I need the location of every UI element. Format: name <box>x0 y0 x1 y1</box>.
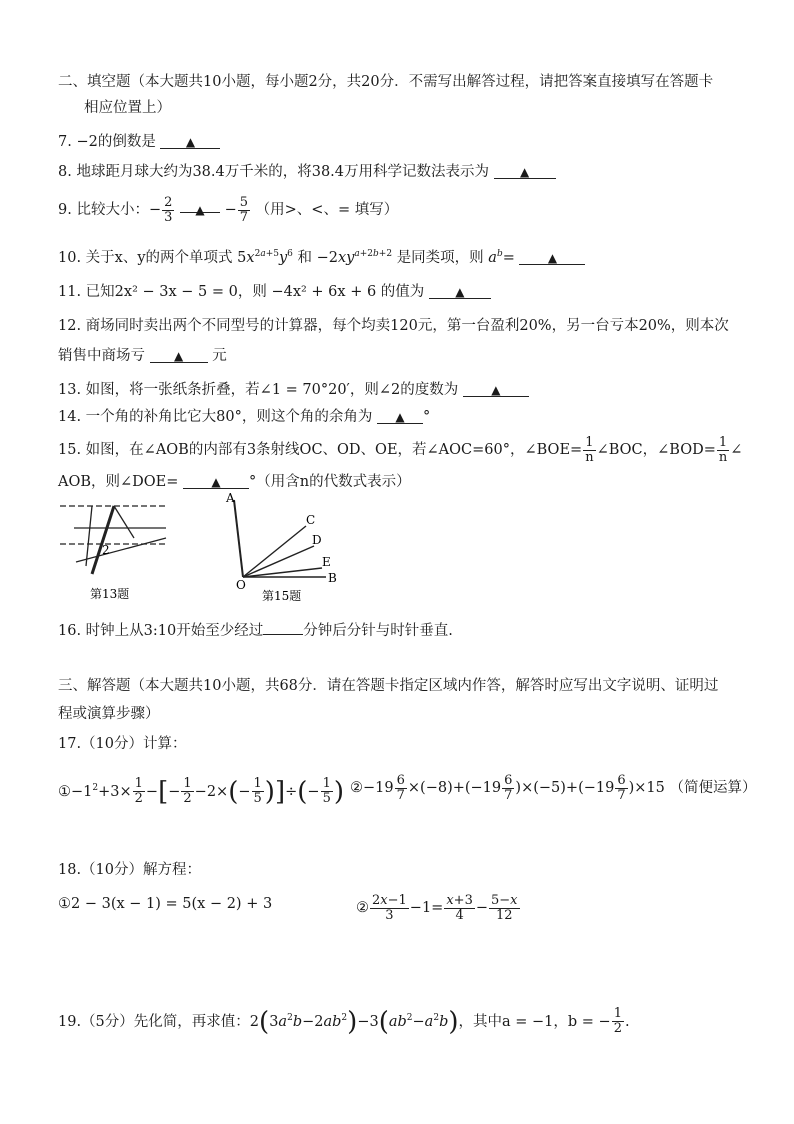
q10-monomial-1: $5x^{2a+5}y^6$ <box>237 249 293 266</box>
q15-fraction-2: $\frac{1}{n}$ <box>718 434 728 465</box>
q12-prefix: 销售中商场亏 <box>58 348 145 364</box>
section3-heading: 三、解答题（本大题共10小题，共68分．请在答题卡指定区域内作答，解答时应写出文字说明、证明过 <box>58 678 719 694</box>
blank-triangle-icon: ▲ <box>491 383 501 397</box>
q10-prefix: 10. 关于x、y的两个单项式 <box>58 249 233 266</box>
blank-triangle-icon: ▲ <box>395 410 405 424</box>
section2-heading: 二、填空题（本大题共10小题，每小题2分，共20分．不需写出解答过程，请把答案直接填写在答题卡 <box>58 74 714 90</box>
question-10 <box>58 244 585 268</box>
fig13-fold-line <box>114 506 134 538</box>
answer-blank[interactable] <box>429 282 491 299</box>
blank-triangle-icon: ▲ <box>185 135 196 149</box>
question-17-part-1: $①-1^2+3\times$ $\frac{1}{2}$ −[− $\frac{1}{2}$ −2×(− $\frac{1}{5}$ )]÷(− $\frac{1}{5}$ ) <box>58 776 345 807</box>
question-17-part-2: ②−19 $\frac{6}{7}$ ×(−8)+(−19 $\frac{6}{7}$ )×(−5)+(−19 $\frac{6}{7}$ )×15 （简便运算） <box>350 772 757 803</box>
q15-suffix: °（用含n的代数式表示） <box>249 474 411 490</box>
figure-15 <box>218 488 358 606</box>
q10-exponent: b <box>496 249 503 259</box>
answer-blank[interactable] <box>183 472 249 489</box>
q7-text: 7. −2的倒数是 <box>58 134 156 150</box>
question-12-line-1: 12. 商场同时卖出两个不同型号的计算器，每个均卖120元，第一台盈利20%，另一台亏本20%，则本次 <box>58 318 729 334</box>
question-15-line-1 <box>58 432 742 468</box>
q15-text: 15. 如图，在∠AOB的内部有3条射线OC、OD、OE，若∠AOC=60°，∠BOE= <box>58 442 583 458</box>
q8-text: 8. 地球距月球大约为38.4万千米的，将38.4万用科学记数法表示为 <box>58 164 490 180</box>
q15-prefix: AOB，则∠DOE= <box>58 474 179 490</box>
q19-prefix: 19.（5分）先化简，再求值： <box>58 1013 250 1030</box>
q19-where: ，其中 <box>458 1013 503 1030</box>
question-19: 19.（5分）先化简，再求值：$2(3a^2b-2ab^2)-3(ab^2-a^2b)$，其中a = −1，b = − $\frac{1}{2}$ . <box>58 1006 630 1037</box>
q9-fraction-1: $\frac{2}{3}$ <box>164 194 173 225</box>
label-b: B <box>328 571 337 585</box>
blank-triangle-icon: ▲ <box>455 285 465 299</box>
q15-angle-symbol: ∠ <box>730 442 743 458</box>
fig13-strip-edge <box>76 538 166 562</box>
question-16 <box>58 618 453 641</box>
answer-blank[interactable] <box>463 380 529 397</box>
q10-base: a <box>488 249 497 266</box>
q15-boc: ∠BOC，∠BOD= <box>596 442 716 458</box>
ray-oa <box>234 500 243 577</box>
q19-b-value: b = − <box>567 1013 611 1030</box>
answer-blank[interactable] <box>377 407 423 424</box>
blank-triangle-icon: ▲ <box>173 349 184 363</box>
question-9: 9. 比较大小：− $\frac{2}{3}$ ▲ − $\frac{5}{7}$ （用>、<、= 填写） <box>58 192 398 228</box>
label-a: A <box>226 491 235 505</box>
q19-expression: $2(3a^2b-2ab^2)-3(ab^2-a^2b)$ <box>249 1006 459 1037</box>
fig13-fold-line <box>86 506 92 566</box>
question-8 <box>58 162 556 182</box>
fig13-fold-line <box>92 506 114 574</box>
q19-a-value: a = −1， <box>502 1013 568 1030</box>
label-c: C <box>306 513 316 527</box>
q13-text: 13. 如图，将一张纸条折叠，若∠1 = 70°20′，则∠2的度数为 <box>58 382 459 398</box>
blank-triangle-icon: ▲ <box>195 203 205 217</box>
answer-blank[interactable] <box>519 248 585 265</box>
fig15-caption: 第15题 <box>262 589 302 603</box>
answer-blank[interactable] <box>150 346 208 363</box>
question-18-part-1: ①2 − 3(x − 1) = 5(x − 2) + 3 <box>58 896 273 912</box>
question-11 <box>58 282 491 302</box>
answer-blank[interactable] <box>160 132 220 149</box>
blank-triangle-icon: ▲ <box>211 475 221 489</box>
q11-text: 11. 已知2x² − 3x − 5 = 0，则 −4x² + 6x + 6 的值为 <box>58 284 425 300</box>
q9-suffix: （用>、<、= 填写） <box>255 202 399 218</box>
fig13-angle-label: 2 <box>102 543 110 557</box>
q17-note: （简便运算） <box>669 780 757 796</box>
section3-heading-cont: 程或演算步骤） <box>58 706 160 722</box>
q15-fraction-1: $\frac{1}{n}$ <box>585 434 594 465</box>
q10-monomial-2: $-2xy^{a+2b+2}$ <box>316 249 393 266</box>
question-18-title: 18.（10分）解方程： <box>58 862 202 878</box>
label-o: O <box>236 578 246 592</box>
q9-prefix: 9. 比较大小： <box>58 202 149 218</box>
question-13 <box>58 380 529 400</box>
q10-mid: 和 <box>297 249 313 266</box>
q16-suffix: 分钟后分针与时针垂直. <box>303 623 453 639</box>
q16-prefix: 16. 时钟上从3:10开始至少经过 <box>58 623 264 639</box>
label-e: E <box>322 555 331 569</box>
q14-suffix: ° <box>422 409 431 425</box>
q9-fraction-2: $\frac{5}{7}$ <box>239 194 249 225</box>
blank-triangle-icon: ▲ <box>520 165 530 179</box>
label-d: D <box>312 533 322 547</box>
question-12-line-2 <box>58 346 227 366</box>
q12-suffix: 元 <box>212 348 227 364</box>
answer-blank[interactable] <box>263 618 303 635</box>
figure-13 <box>56 498 176 606</box>
q14-text: 14. 一个角的补角比它大80°，则这个角的余角为 <box>58 409 373 425</box>
q10-equals: = <box>502 249 515 266</box>
section2-heading-cont: 相应位置上） <box>84 100 171 116</box>
fig13-caption: 第13题 <box>90 587 130 601</box>
ray-oc <box>243 526 306 577</box>
question-18-part-2: ② $\frac{2x-1}{3}$ −1= $\frac{x+3}{4}$ − $\frac{5-x}{12}$ <box>356 892 518 923</box>
question-14 <box>58 407 430 427</box>
question-17-title: 17.（10分）计算： <box>58 736 187 752</box>
answer-blank[interactable] <box>180 192 220 217</box>
question-7 <box>58 132 220 152</box>
q10-suffix: 是同类项，则 <box>396 249 484 266</box>
answer-blank[interactable] <box>494 162 556 179</box>
blank-triangle-icon: ▲ <box>547 250 558 265</box>
